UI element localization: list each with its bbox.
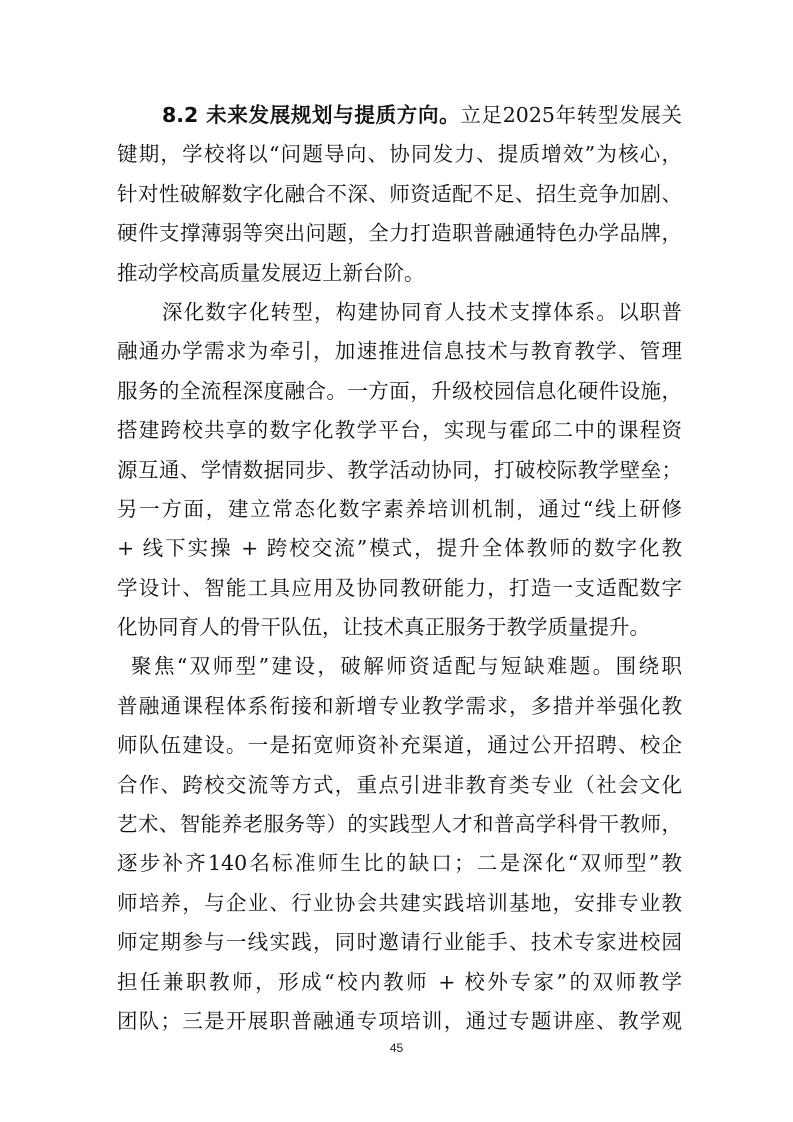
text-line: 师队伍建设。一是拓宽师资补充渠道，通过公开招聘、校企 <box>117 733 682 758</box>
section-heading: 8.2 未来发展规划与提质方向。 <box>162 103 461 127</box>
text-line: 学设计、智能工具应用及协同教研能力，打造一支适配数字 <box>117 575 682 600</box>
text-line: 担任兼职教师，形成“校内教师 + 校外专家”的双师教学 <box>117 969 682 994</box>
text-line: 服务的全流程深度融合。一方面，升级校园信息化硬件设施， <box>117 378 682 403</box>
text-line: 师培养，与企业、行业协会共建实践培训基地，安排专业教 <box>117 890 682 915</box>
body-text <box>117 96 682 1041</box>
text-line: 普融通课程体系衔接和新增专业教学需求，多措并举强化教 <box>117 693 682 718</box>
text-line: 师定期参与一线实践，同时邀请行业能手、技术专家进校园 <box>117 930 682 955</box>
text-line: 化协同育人的骨干队伍，让技术真正服务于教学质量提升。 <box>117 615 650 640</box>
text-line: 深化数字化转型，构建协同育人技术支撑体系。以职普 <box>162 299 682 324</box>
text-line: 源互通、学情数据同步、教学活动协同，打破校际教学壁垒； <box>117 457 682 482</box>
paragraph-2 <box>117 293 682 648</box>
text-line: 逐步补齐140名标准师生比的缺口；二是深化“双师型”教 <box>117 851 682 876</box>
text-line: 针对性破解数字化融合不深、师资适配不足、招生竞争加剧、 <box>117 181 682 206</box>
heading-line-text: 立足2025年转型发展关 <box>460 103 682 127</box>
text-line: 推动学校高质量发展迈上新台阶。 <box>117 260 425 285</box>
text-line: 硬件支撑薄弱等突出问题，全力打造职普融通特色办学品牌， <box>117 221 682 246</box>
section-heading-line <box>117 96 682 135</box>
text-line: 键期，学校将以“问题导向、协同发力、提质增效”为核心， <box>117 142 682 167</box>
text-line: 合作、跨校交流等方式，重点引进非教育类专业（社会文化 <box>117 772 682 797</box>
text-line: 艺术、智能养老服务等）的实践型人才和普高学科骨干教师， <box>117 812 682 837</box>
paragraph-3 <box>117 647 682 1041</box>
text-line: 团队；三是开展职普融通专项培训，通过专题讲座、教学观 <box>117 1008 682 1033</box>
page-number: 45 <box>389 1041 404 1055</box>
paragraph-1 <box>117 135 682 293</box>
text-line: 另一方面，建立常态化数字素养培训机制，通过“线上研修 <box>117 496 682 521</box>
text-line: 融通办学需求为牵引，加速推进信息技术与教育教学、管理 <box>117 339 682 364</box>
text-line: 聚焦“双师型”建设，破解师资适配与短缺难题。围绕职 <box>131 654 682 679</box>
text-line: 搭建跨校共享的数字化教学平台，实现与霍邱二中的课程资 <box>117 418 682 443</box>
text-line: + 线下实操 + 跨校交流”模式，提升全体教师的数字化教 <box>117 536 682 561</box>
